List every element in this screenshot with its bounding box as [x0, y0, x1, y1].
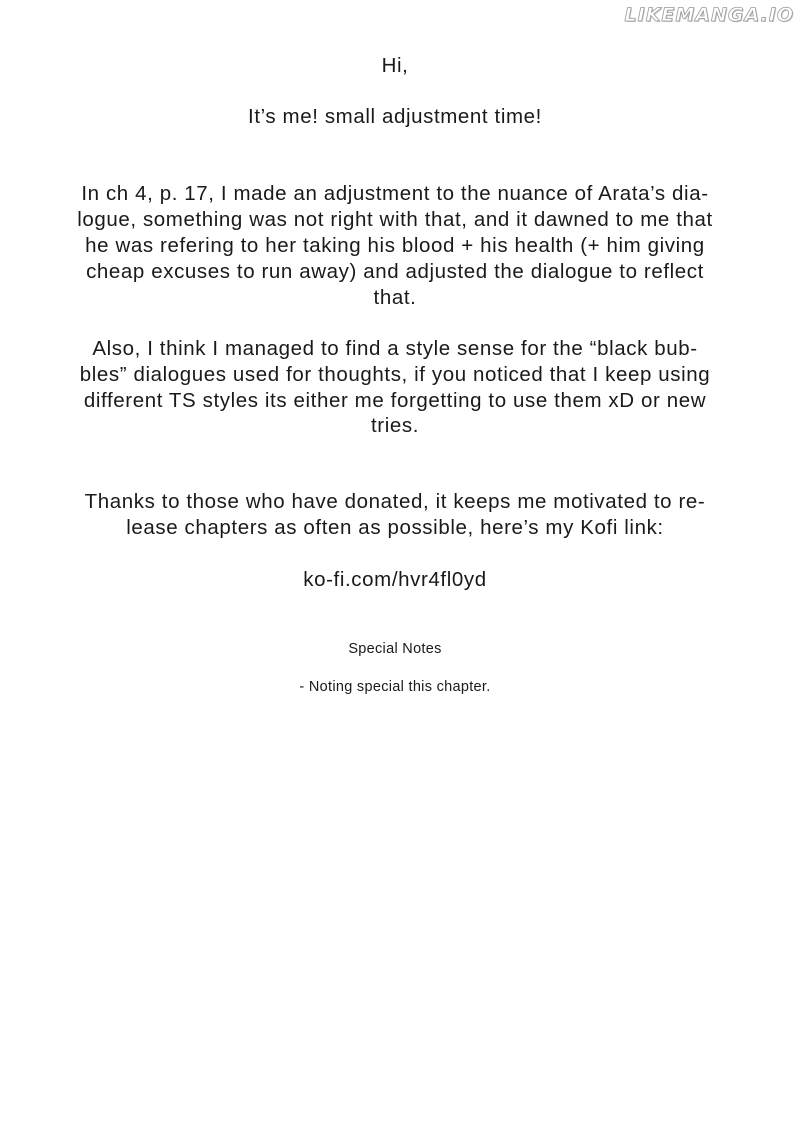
paragraph-line: that.: [373, 286, 417, 309]
paragraph-line: tries.: [370, 414, 420, 437]
intro-text: It’s me! small adjustment time!: [248, 105, 542, 128]
kofi-link[interactable]: ko-fi.com/hvr4fl0yd: [303, 568, 487, 591]
paragraph-line: logue, something was not right with that, and it dawned to me that: [77, 208, 713, 231]
greeting-text: Hi,: [381, 54, 409, 77]
paragraph-line: In ch 4, p. 17, I made an adjustment to the nuance of Arata’s dia-: [81, 182, 709, 205]
paragraph-line: cheap excuses to run away) and adjusted the dialogue to reflect: [86, 260, 704, 283]
paragraph-line: he was refering to her taking his blood + his health (+ him giving: [85, 234, 705, 257]
paragraph-line: different TS styles its either me forgetting to use them xD or new: [83, 389, 707, 412]
paragraph-line: lease chapters as often as possible, here’s my Kofi link:: [126, 516, 664, 539]
special-notes-heading: Special Notes: [348, 641, 442, 657]
site-watermark: LIKEMANGA.IO: [624, 4, 794, 26]
special-notes-text: - Noting special this chapter.: [299, 679, 491, 695]
paragraph-line: bles” dialogues used for thoughts, if you noticed that I keep using: [79, 363, 711, 386]
paragraph-line: Also, I think I managed to find a style sense for the “black bub-: [92, 337, 698, 360]
paragraph-line: Thanks to those who have donated, it keeps me motivated to re-: [84, 490, 706, 513]
